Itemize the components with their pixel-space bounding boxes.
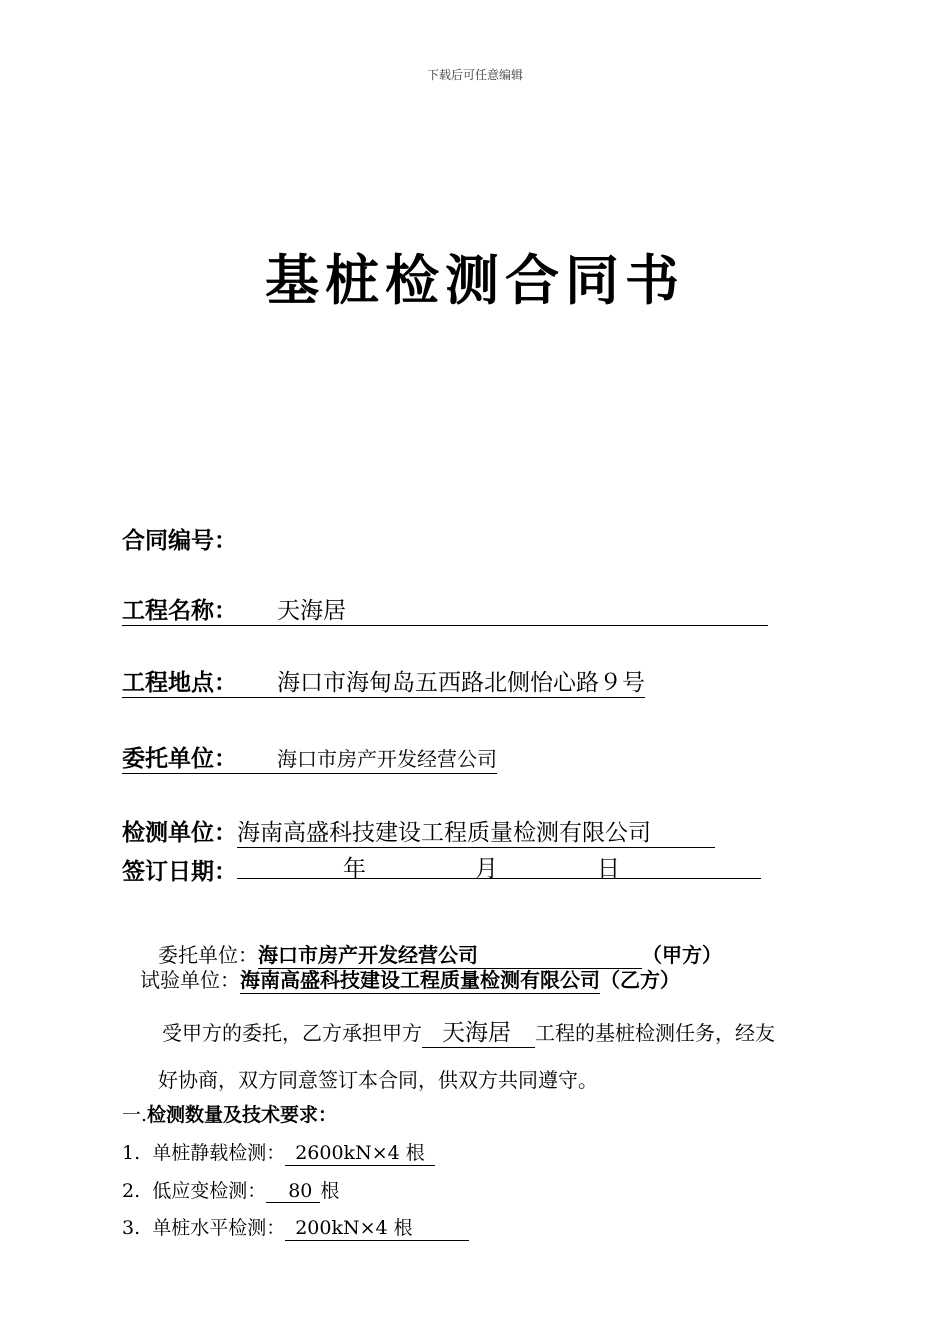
- party-b-line: [140, 964, 680, 994]
- item-number: 2.: [122, 1180, 141, 1202]
- item-value: 200kN×4 根: [285, 1213, 468, 1241]
- item-number: 3.: [122, 1217, 141, 1239]
- project-name-line: [122, 592, 768, 626]
- intro-post: 工程的基桩检测任务，经友: [535, 1021, 775, 1045]
- client-field: [122, 740, 497, 774]
- intro-line-2: 好协商，双方同意签订本合同，供双方共同遵守。: [158, 1068, 598, 1092]
- sign-date-day: 日: [597, 856, 620, 882]
- party-a-value: 海口市房产开发经营公司: [258, 939, 642, 969]
- sign-date-line: [237, 852, 761, 882]
- party-b-value: 海南高盛科技建设工程质量检测有限公司: [240, 964, 600, 994]
- list-item: [122, 1138, 435, 1166]
- tester-field: [122, 814, 715, 848]
- party-b-label: 试验单位：: [140, 968, 240, 992]
- sign-date-year: 年: [343, 856, 366, 882]
- party-a-label: 委托单位：: [158, 943, 258, 967]
- item-label: 单桩静载检测：: [152, 1142, 286, 1164]
- item-unit: 根: [320, 1180, 340, 1202]
- list-item: [122, 1176, 339, 1203]
- item-label: 低应变检测：: [152, 1180, 267, 1202]
- tester-label: 检测单位：: [122, 820, 237, 846]
- intro-pre: 受甲方的委托，乙方承担甲方: [162, 1021, 422, 1045]
- tester-value: 海南高盛科技建设工程质量检测有限公司: [237, 814, 715, 848]
- project-site-line: [122, 664, 645, 698]
- sign-date-month: 月: [475, 856, 498, 882]
- project-site-value: 海口市海甸岛五西路北侧怡心路９号: [277, 670, 645, 696]
- intro-project: 天海居: [422, 1014, 535, 1048]
- project-name-value: 天海居: [277, 598, 346, 624]
- intro-line-1: [162, 1014, 775, 1048]
- item-label: 单桩水平检测：: [152, 1217, 286, 1239]
- sign-date-field: [122, 852, 761, 886]
- project-site-field: [122, 664, 645, 698]
- project-site-label: 工程地点：: [122, 670, 237, 696]
- party-a-role: （甲方）: [642, 943, 722, 967]
- client-label: 委托单位：: [122, 746, 237, 772]
- item-value: 80: [266, 1180, 320, 1203]
- contract-number-label: 合同编号：: [122, 528, 237, 554]
- section-1-title: 检测数量及技术要求：: [147, 1104, 338, 1126]
- section-1-heading: [122, 1100, 337, 1127]
- client-line: [122, 740, 497, 774]
- project-name-field: [122, 592, 768, 626]
- contract-number-field: [122, 522, 237, 555]
- document-title: 基桩检测合同书: [265, 248, 685, 312]
- page-header: 下载后可任意编辑: [426, 68, 523, 82]
- party-b-role: （乙方）: [600, 968, 680, 992]
- section-1-number: 一.: [122, 1104, 148, 1126]
- item-number: 1.: [122, 1142, 141, 1164]
- list-item: [122, 1213, 469, 1241]
- sign-date-label: 签订日期：: [122, 859, 237, 885]
- client-value: 海口市房产开发经营公司: [277, 747, 497, 771]
- project-name-label: 工程名称：: [122, 598, 237, 624]
- item-value: 2600kN×4 根: [285, 1138, 435, 1166]
